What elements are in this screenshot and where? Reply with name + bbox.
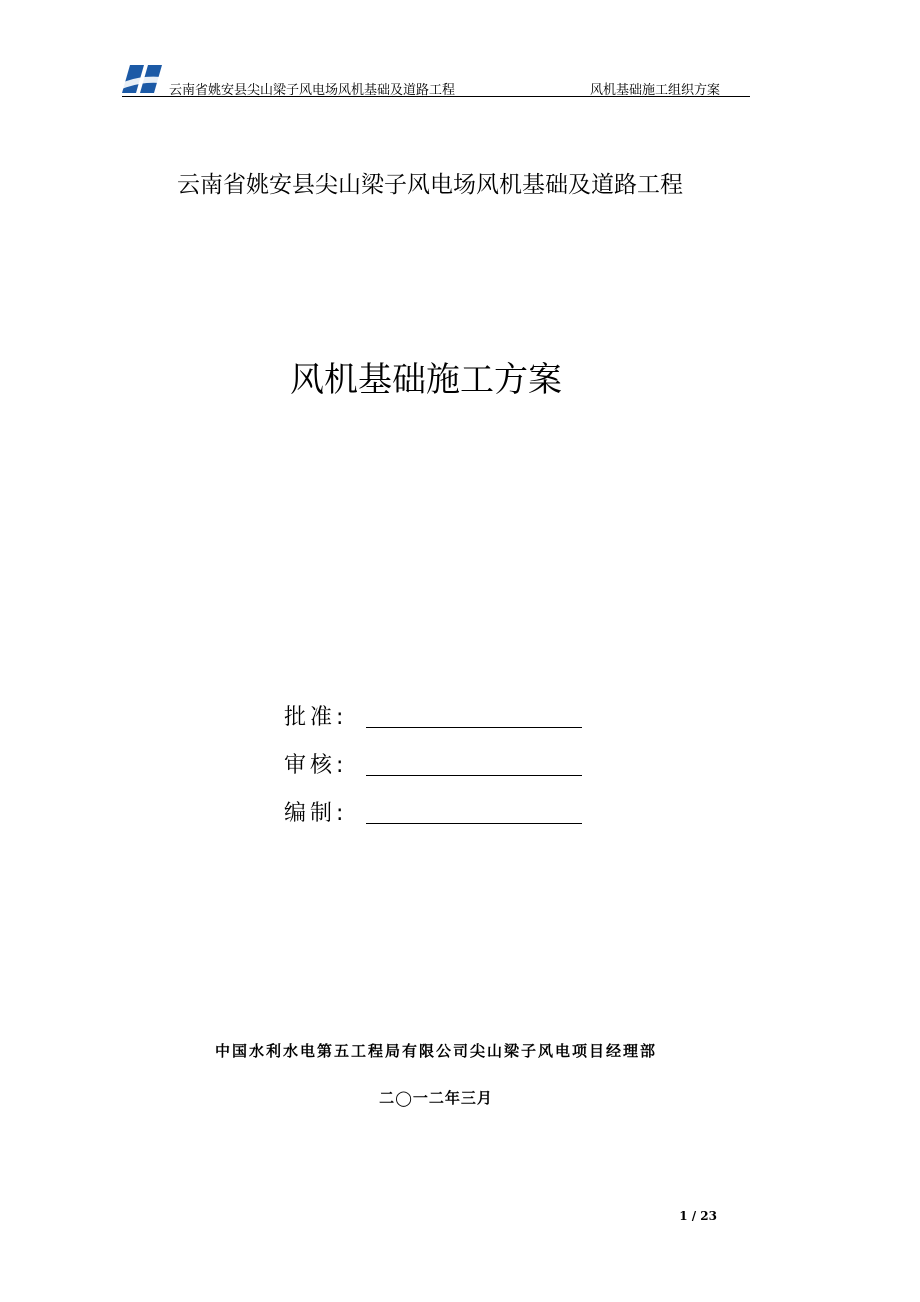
review-label: 审核: (284, 753, 348, 778)
compile-label: 编制: (284, 801, 348, 826)
review-signature-line (366, 775, 582, 776)
company-name: 中国水利水电第五工程局有限公司尖山梁子风电项目经理部 (214, 1042, 657, 1060)
project-title: 云南省姚安县尖山梁子风电场风机基础及道路工程 (177, 172, 683, 198)
compile-signature-line (366, 823, 582, 824)
document-title: 风机基础施工方案 (290, 360, 562, 400)
header-document-name: 风机基础施工组织方案 (589, 83, 720, 98)
approval-signature-line (366, 727, 582, 728)
document-date: 二◯一二年三月 (379, 1089, 493, 1107)
page-number: 1 / 23 (679, 1209, 717, 1223)
approval-label: 批准: (284, 705, 348, 730)
company-logo-icon (122, 62, 172, 96)
header-project-name: 云南省姚安县尖山梁子风电场风机基础及道路工程 (169, 83, 456, 98)
page-header (122, 62, 750, 97)
